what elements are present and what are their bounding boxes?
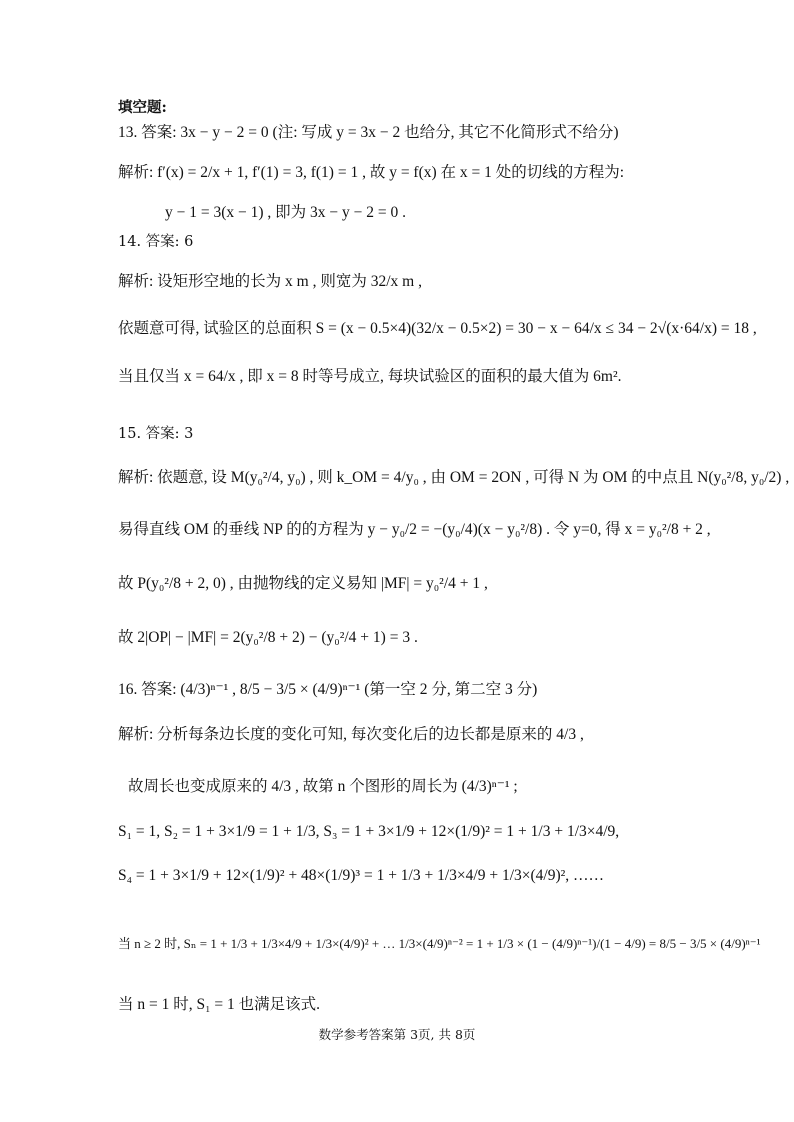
analysis-15-line-2: 易得直线 OM 的垂线 NP 的的方程为 y − y₀/2 = −(y₀/4)(x − y₀²/8) . 令 y=0, 得 x = y₀²/8 + 2 , [118, 521, 711, 538]
analysis-13-line-2: y − 1 = 3(x − 1) , 即为 3x − y − 2 = 0 . [165, 204, 407, 221]
analysis-16-line-3: S₁ = 1, S₂ = 1 + 3×1/9 = 1 + 1/3, S₃ = 1 + 3×1/9 + 12×(1/9)² = 1 + 1/3 + 1/3×4/9, [118, 823, 620, 840]
analysis-14-line-3: 当且仅当 x = 64/x , 即 x = 8 时等号成立, 每块试验区的面积的最大值为 6m². [118, 368, 622, 385]
analysis-14-line-2: 依题意可得, 试验区的总面积 S = (x − 0.5×4)(32/x − 0.5×2) = 30 − x − 64/x ≤ 34 − 2√(x·64/x) = 18 , [118, 320, 757, 337]
analysis-16-line-5: 当 n ≥ 2 时, Sₙ = 1 + 1/3 + 1/3×4/9 + 1/3×(4/9)² + … 1/3×(4/9)ⁿ⁻² = 1 + 1/3 × (1 − (4/9)ⁿ⁻¹)/(1 − 4/9) = 8/5 − 3/5 × (4/9)ⁿ⁻¹ [118, 936, 761, 951]
analysis-15-line-4: 故 2|OP| − |MF| = 2(y₀²/8 + 2) − (y₀²/4 + 1) = 3 . [118, 629, 418, 646]
answer-16: 16. 答案: (4/3)ⁿ⁻¹ , 8/5 − 3/5 × (4/9)ⁿ⁻¹ (第一空 2 分, 第二空 3 分) [118, 681, 538, 698]
answer-13: 13. 答案: 3x − y − 2 = 0 (注: 写成 y = 3x − 2 也给分, 其它不化简形式不给分) [118, 124, 619, 141]
analysis-13-line-1: 解析: f′(x) = 2/x + 1, f′(1) = 3, f(1) = 1 , 故 y = f(x) 在 x = 1 处的切线的方程为: [118, 164, 625, 181]
section-heading: 填空题: [118, 99, 167, 116]
analysis-15-line-3: 故 P(y₀²/8 + 2, 0) , 由抛物线的定义易知 |MF| = y₀²/4 + 1 , [118, 575, 488, 592]
page-footer: 数学参考答案第 3页, 共 8页 [318, 1027, 476, 1042]
answer-14: 14. 答案: 6 [118, 234, 194, 250]
analysis-16-line-4: S₄ = 1 + 3×1/9 + 12×(1/9)² + 48×(1/9)³ = 1 + 1/3 + 1/3×4/9 + 1/3×(4/9)², …… [118, 867, 605, 884]
analysis-16-line-1: 解析: 分析每条边长度的变化可知, 每次变化后的边长都是原来的 4/3 , [118, 726, 584, 743]
analysis-14-line-1: 解析: 设矩形空地的长为 x m , 则宽为 32/x m , [118, 273, 422, 290]
answer-15: 15. 答案: 3 [118, 426, 194, 442]
analysis-16-line-6: 当 n = 1 时, S₁ = 1 也满足该式. [118, 996, 321, 1013]
analysis-15-line-1: 解析: 依题意, 设 M(y₀²/4, y₀) , 则 k_OM = 4/y₀ , 由 OM = 2ON , 可得 N 为 OM 的中点且 N(y₀²/8, y₀/2) , [118, 469, 790, 486]
analysis-16-line-2: 故周长也变成原来的 4/3 , 故第 n 个图形的周长为 (4/3)ⁿ⁻¹ ; [128, 778, 518, 795]
